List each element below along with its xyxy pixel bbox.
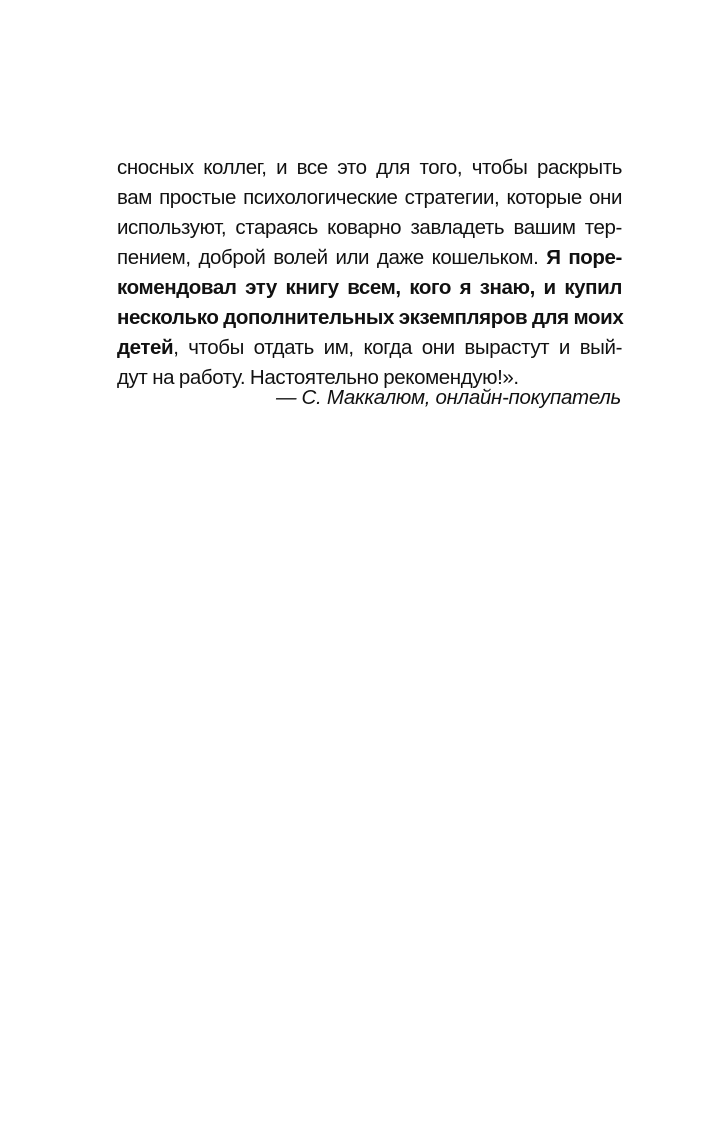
quote-line [117, 273, 622, 303]
quote-segment: используют, стараясь коварно завладеть вашим тер- [117, 216, 622, 239]
quote-line [117, 183, 622, 213]
quote-segment: дут на работу. Настоятельно рекомендую!». [117, 366, 519, 389]
quote-line [117, 303, 622, 333]
quote-line [117, 243, 622, 273]
quote-segment-bold: комендовал эту книгу всем, кого я знаю, и купил [117, 276, 622, 299]
quote-line [117, 153, 622, 183]
quote-segment: вам простые психологические стратегии, которые они [117, 186, 622, 209]
quote-segment-bold: несколько дополнительных экземпляров для моих [117, 306, 624, 329]
quote-line [117, 333, 622, 363]
quote-segment-bold: Я поре- [546, 246, 622, 269]
quote-segment-bold: детей [117, 336, 174, 359]
quote-segment: , чтобы отдать им, когда они вырастут и вый- [173, 336, 622, 359]
quote-attribution: — С. Маккалюм, онлайн-покупатель [275, 386, 621, 409]
quote-line [117, 213, 622, 243]
quote-segment: сносных коллег, и все это для того, чтобы раскрыть [117, 156, 622, 179]
quote-paragraph [117, 153, 622, 393]
quote-segment: пением, доброй волей или даже кошельком. [117, 246, 547, 269]
